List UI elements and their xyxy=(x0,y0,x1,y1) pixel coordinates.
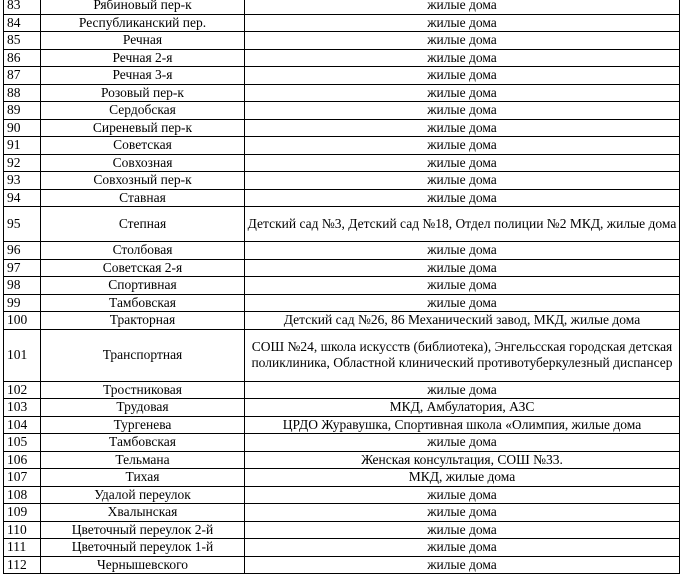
table-row xyxy=(4,14,680,32)
street-objects: Детский сад №3, Детский сад №18, Отдел полиции №2 МКД, жилые дома xyxy=(245,207,680,242)
street-objects: жилые дома xyxy=(245,521,680,539)
street-objects: ЦРДО Журавушка, Спортивная школа «Олимпия, жилые дома xyxy=(245,416,680,434)
street-objects: жилые дома xyxy=(245,486,680,504)
street-objects: жилые дома xyxy=(245,137,680,155)
row-number: 87 xyxy=(4,67,41,85)
street-name: Тамбовская xyxy=(41,434,245,452)
street-objects: жилые дома xyxy=(245,294,680,312)
table-row xyxy=(4,486,680,504)
row-number: 93 xyxy=(4,172,41,190)
street-objects: жилые дома xyxy=(245,49,680,67)
row-number: 104 xyxy=(4,416,41,434)
table-row xyxy=(4,381,680,399)
table-row xyxy=(4,294,680,312)
table-row xyxy=(4,189,680,207)
row-number: 95 xyxy=(4,207,41,242)
street-name: Тельмана xyxy=(41,451,245,469)
row-number: 112 xyxy=(4,556,41,574)
street-name: Удалой переулок xyxy=(41,486,245,504)
street-objects: СОШ №24, школа искусств (библиотека), Энгельсская городская детская поликлиника, Областной клинический противотуберкулезный диспансер xyxy=(245,329,680,381)
street-name: Трудовая xyxy=(41,399,245,417)
street-name: Столбовая xyxy=(41,242,245,260)
street-name: Сиреневый пер-к xyxy=(41,119,245,137)
street-objects: жилые дома xyxy=(245,504,680,522)
street-objects: жилые дома xyxy=(245,14,680,32)
street-name: Речная xyxy=(41,32,245,50)
street-objects: жилые дома xyxy=(245,434,680,452)
table-row xyxy=(4,277,680,295)
street-objects: жилые дома xyxy=(245,539,680,557)
row-number: 106 xyxy=(4,451,41,469)
table-row xyxy=(4,49,680,67)
row-number: 100 xyxy=(4,312,41,330)
row-number: 91 xyxy=(4,137,41,155)
table-row xyxy=(4,434,680,452)
street-objects: жилые дома xyxy=(245,189,680,207)
street-objects: МКД, Амбулатория, АЗС xyxy=(245,399,680,417)
street-objects: жилые дома xyxy=(245,381,680,399)
table-row xyxy=(4,556,680,574)
table-row xyxy=(4,469,680,487)
street-objects: жилые дома xyxy=(245,0,680,14)
street-objects: жилые дома xyxy=(245,67,680,85)
table-row xyxy=(4,119,680,137)
row-number: 86 xyxy=(4,49,41,67)
row-number: 89 xyxy=(4,102,41,120)
street-objects: жилые дома xyxy=(245,556,680,574)
row-number: 105 xyxy=(4,434,41,452)
street-name: Совхозная xyxy=(41,154,245,172)
street-objects: жилые дома xyxy=(245,102,680,120)
row-number: 90 xyxy=(4,119,41,137)
street-name: Хвалынская xyxy=(41,504,245,522)
row-number: 101 xyxy=(4,329,41,381)
row-number: 107 xyxy=(4,469,41,487)
table-row xyxy=(4,67,680,85)
table-row xyxy=(4,539,680,557)
row-number: 99 xyxy=(4,294,41,312)
row-number: 84 xyxy=(4,14,41,32)
streets-table-body xyxy=(4,0,680,574)
street-name: Розовый пер-к xyxy=(41,84,245,102)
row-number: 103 xyxy=(4,399,41,417)
table-row xyxy=(4,312,680,330)
row-number: 98 xyxy=(4,277,41,295)
street-name: Республиканский пер. xyxy=(41,14,245,32)
street-name: Транспортная xyxy=(41,329,245,381)
street-objects: жилые дома xyxy=(245,259,680,277)
row-number: 111 xyxy=(4,539,41,557)
table-row xyxy=(4,416,680,434)
street-name: Тургенева xyxy=(41,416,245,434)
table-row xyxy=(4,451,680,469)
streets-table xyxy=(3,0,680,574)
row-number: 102 xyxy=(4,381,41,399)
table-row xyxy=(4,329,680,381)
street-objects: жилые дома xyxy=(245,277,680,295)
street-name: Советская 2-я xyxy=(41,259,245,277)
street-objects: жилые дома xyxy=(245,154,680,172)
street-name: Тамбовская xyxy=(41,294,245,312)
street-objects: жилые дома xyxy=(245,84,680,102)
street-name: Речная 3-я xyxy=(41,67,245,85)
row-number: 94 xyxy=(4,189,41,207)
street-name: Речная 2-я xyxy=(41,49,245,67)
street-name: Спортивная xyxy=(41,277,245,295)
table-row xyxy=(4,137,680,155)
row-number: 97 xyxy=(4,259,41,277)
table-row xyxy=(4,154,680,172)
table-row xyxy=(4,504,680,522)
table-row xyxy=(4,0,680,14)
street-name: Сердобская xyxy=(41,102,245,120)
table-row xyxy=(4,259,680,277)
table-row xyxy=(4,32,680,50)
street-objects: Женская консультация, СОШ №33. xyxy=(245,451,680,469)
table-row xyxy=(4,521,680,539)
street-name: Чернышевского xyxy=(41,556,245,574)
street-objects: жилые дома xyxy=(245,172,680,190)
street-name: Ставная xyxy=(41,189,245,207)
table-row xyxy=(4,172,680,190)
row-number: 108 xyxy=(4,486,41,504)
row-number: 96 xyxy=(4,242,41,260)
row-number: 88 xyxy=(4,84,41,102)
street-name: Тракторная xyxy=(41,312,245,330)
street-name: Степная xyxy=(41,207,245,242)
row-number: 109 xyxy=(4,504,41,522)
row-number: 92 xyxy=(4,154,41,172)
table-row xyxy=(4,242,680,260)
street-objects: МКД, жилые дома xyxy=(245,469,680,487)
street-name: Цветочный переулок 2-й xyxy=(41,521,245,539)
street-objects: жилые дома xyxy=(245,32,680,50)
street-name: Рябиновый пер-к xyxy=(41,0,245,14)
row-number: 83 xyxy=(4,0,41,14)
table-row xyxy=(4,84,680,102)
table-row xyxy=(4,207,680,242)
row-number: 85 xyxy=(4,32,41,50)
street-objects: жилые дома xyxy=(245,119,680,137)
table-row xyxy=(4,399,680,417)
street-name: Тростниковая xyxy=(41,381,245,399)
street-name: Советская xyxy=(41,137,245,155)
street-name: Совхозный пер-к xyxy=(41,172,245,190)
street-objects: жилые дома xyxy=(245,242,680,260)
table-row xyxy=(4,102,680,120)
street-objects: Детский сад №26, 86 Механический завод, МКД, жилые дома xyxy=(245,312,680,330)
street-name: Цветочный переулок 1-й xyxy=(41,539,245,557)
row-number: 110 xyxy=(4,521,41,539)
street-name: Тихая xyxy=(41,469,245,487)
